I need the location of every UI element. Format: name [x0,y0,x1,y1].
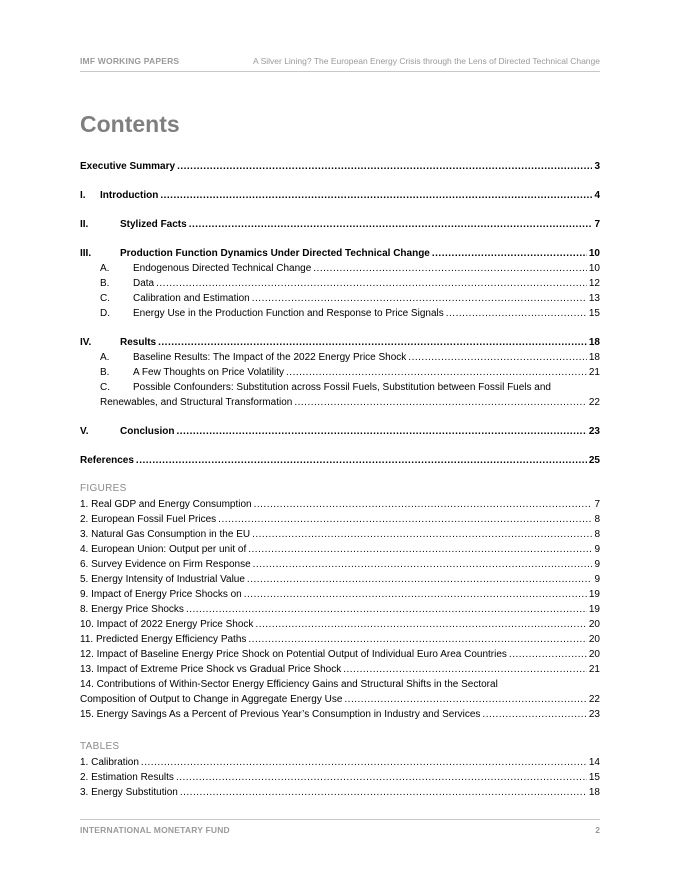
figure-entry[interactable]: 6. Survey Evidence on Firm Response ..... 9 [80,557,600,572]
table-entry[interactable]: 2. Estimation Results ..... 15 [80,770,600,785]
toc-entry-references[interactable]: References ..... 25 [80,453,600,468]
toc-entry-4a[interactable]: A. Baseline Results: The Impact of the 2022 Energy Price Shock ..... 18 [80,350,600,365]
footer-org: INTERNATIONAL MONETARY FUND [80,825,230,835]
header-org: IMF WORKING PAPERS [80,56,180,66]
toc-entry-4c-line1[interactable]: C. Possible Confounders: Substitution across Fossil Fuels, Substitution between Fossil Fuels and [100,382,551,393]
toc-entry-4c-line2[interactable]: Renewables, and Structural Transformation ..... 22 [80,395,600,410]
figure-entry[interactable]: 15. Energy Savings As a Percent of Previous Year’s Consumption in Industry and Services ..... 23 [80,707,600,722]
page-header [80,56,600,70]
table-entry[interactable]: 3. Energy Substitution ..... 18 [80,785,600,800]
toc-entry-3c[interactable]: C. Calibration and Estimation ..... 13 [80,291,600,306]
figure-entry[interactable]: 3. Natural Gas Consumption in the EU ..... 8 [80,527,600,542]
figure-entry[interactable]: 1. Real GDP and Energy Consumption ..... 7 [80,497,600,512]
figure-entry[interactable]: 5. Energy Intensity of Industrial Value ..... 9 [80,572,600,587]
figures-label: FIGURES [80,483,127,494]
tables-list [80,755,600,800]
toc-entry-introduction[interactable]: I. Introduction ..... 4 [80,188,600,203]
contents-heading: Contents [80,111,180,137]
header-divider [80,71,600,72]
toc-entry-conclusion[interactable]: V. Conclusion ..... 23 [80,424,600,439]
toc-entry-stylized-facts[interactable]: II. Stylized Facts ..... 7 [80,217,600,232]
page-footer [80,825,600,837]
figure-entry[interactable]: 2. European Fossil Fuel Prices ..... 8 [80,512,600,527]
toc-entry-3b[interactable]: B. Data ..... 12 [80,276,600,291]
table-of-contents [80,159,600,468]
page-number: 2 [595,825,600,835]
figure-entry-line2[interactable]: Composition of Output to Change in Aggregate Energy Use ..... 22 [80,692,600,707]
toc-entry-3d[interactable]: D. Energy Use in the Production Function and Response to Price Signals ..... 15 [80,306,600,321]
figure-entry[interactable]: 11. Predicted Energy Efficiency Paths ..... 20 [80,632,600,647]
figure-entry[interactable]: 10. Impact of 2022 Energy Price Shock ..... 20 [80,617,600,632]
tables-label: TABLES [80,741,120,752]
toc-entry-production-function[interactable]: III. Production Function Dynamics Under Directed Technical Change ..... 10 [80,246,600,261]
figure-entry[interactable]: 8. Energy Price Shocks ..... 19 [80,602,600,617]
table-entry[interactable]: 1. Calibration ..... 14 [80,755,600,770]
figure-entry[interactable]: 9. Impact of Energy Price Shocks on ..... 19 [80,587,600,602]
figure-entry[interactable]: 12. Impact of Baseline Energy Price Shock on Potential Output of Individual Euro Area Countries ..... 20 [80,647,600,662]
toc-entry-3a[interactable]: A. Endogenous Directed Technical Change ..... 10 [80,261,600,276]
footer-divider [80,819,600,820]
figures-list [80,497,600,722]
toc-entry-results[interactable]: IV. Results ..... 18 [80,335,600,350]
figure-entry[interactable]: 13. Impact of Extreme Price Shock vs Gradual Price Shock ..... 21 [80,662,600,677]
figure-entry-line1[interactable]: 14. Contributions of Within-Sector Energy Efficiency Gains and Structural Shifts in the Sectoral [80,679,498,690]
toc-entry-4b[interactable]: B. A Few Thoughts on Price Volatility ..... 21 [80,365,600,380]
toc-entry-executive-summary[interactable]: Executive Summary ..... 3 [80,159,600,174]
header-paper-title: A Silver Lining? The European Energy Crisis through the Lens of Directed Technical Change [253,56,600,66]
figure-entry[interactable]: 4. European Union: Output per unit of ..... 9 [80,542,600,557]
